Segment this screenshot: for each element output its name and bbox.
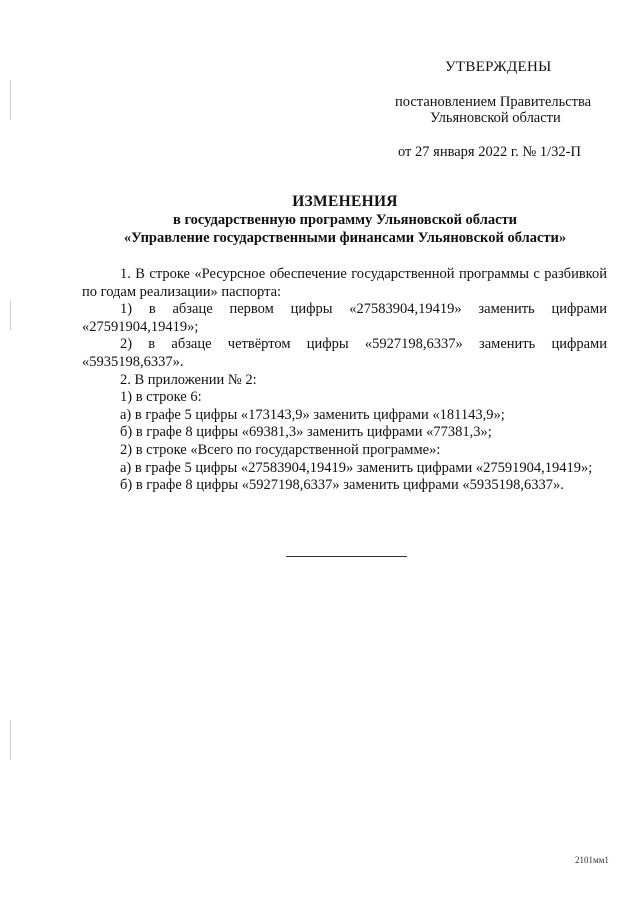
footer-document-code: 2101мм1 — [575, 855, 609, 865]
document-subtitle-line2: «Управление государственными финансами Ульяновской области» — [123, 230, 567, 246]
paragraph-item-2-2-b: б) в графе 8 цифры «5927198,6337» заменить цифрами «5935198,6337». — [120, 477, 564, 494]
document-subtitle-line1: в государственную программу Ульяновской области — [172, 212, 517, 228]
paragraph-item-1-1: 1) в абзаце первом цифры «27583904,19419» заменить цифрами «27591904,19419»; — [82, 301, 607, 335]
approval-authority: постановлением Правительства — [395, 94, 592, 110]
paragraph-item-2-1-b: б) в графе 8 цифры «69381,3» заменить цифрами «77381,3»; — [120, 424, 492, 441]
approval-date: от 27 января 2022 г. № 1/32-П — [398, 144, 581, 160]
paragraph-item-2-2-a: а) в графе 5 цифры «27583904,19419» заменить цифрами «27591904,19419»; — [120, 459, 593, 476]
paragraph-item-2-1: 1) в строке 6: — [120, 389, 202, 406]
approval-title: УТВЕРЖДЕНЫ — [445, 59, 552, 75]
scan-edge-mark — [10, 720, 11, 760]
scan-edge-mark — [10, 80, 11, 120]
paragraph-item-2-2: 2) в строке «Всего по государственной программе»: — [120, 441, 441, 458]
end-divider-line — [286, 556, 407, 557]
paragraph-item-1-2: 2) в абзаце четвёртом цифры «5927198,6337» заменить цифрами «5935198,6337». — [82, 336, 607, 370]
paragraph-item-1: 1. В строке «Ресурсное обеспечение государственной программы с разбивкой по годам реализации» паспорта: — [82, 266, 607, 300]
document-body — [82, 266, 607, 495]
approval-region: Ульяновской области — [430, 110, 561, 126]
paragraph-item-2: 2. В приложении № 2: — [120, 371, 257, 388]
document-title: ИЗМЕНЕНИЯ — [292, 193, 398, 210]
scan-edge-mark — [10, 300, 11, 330]
document-heading — [80, 193, 610, 247]
paragraph-item-2-1-a: а) в графе 5 цифры «173143,9» заменить цифрами «181143,9»; — [120, 406, 505, 423]
